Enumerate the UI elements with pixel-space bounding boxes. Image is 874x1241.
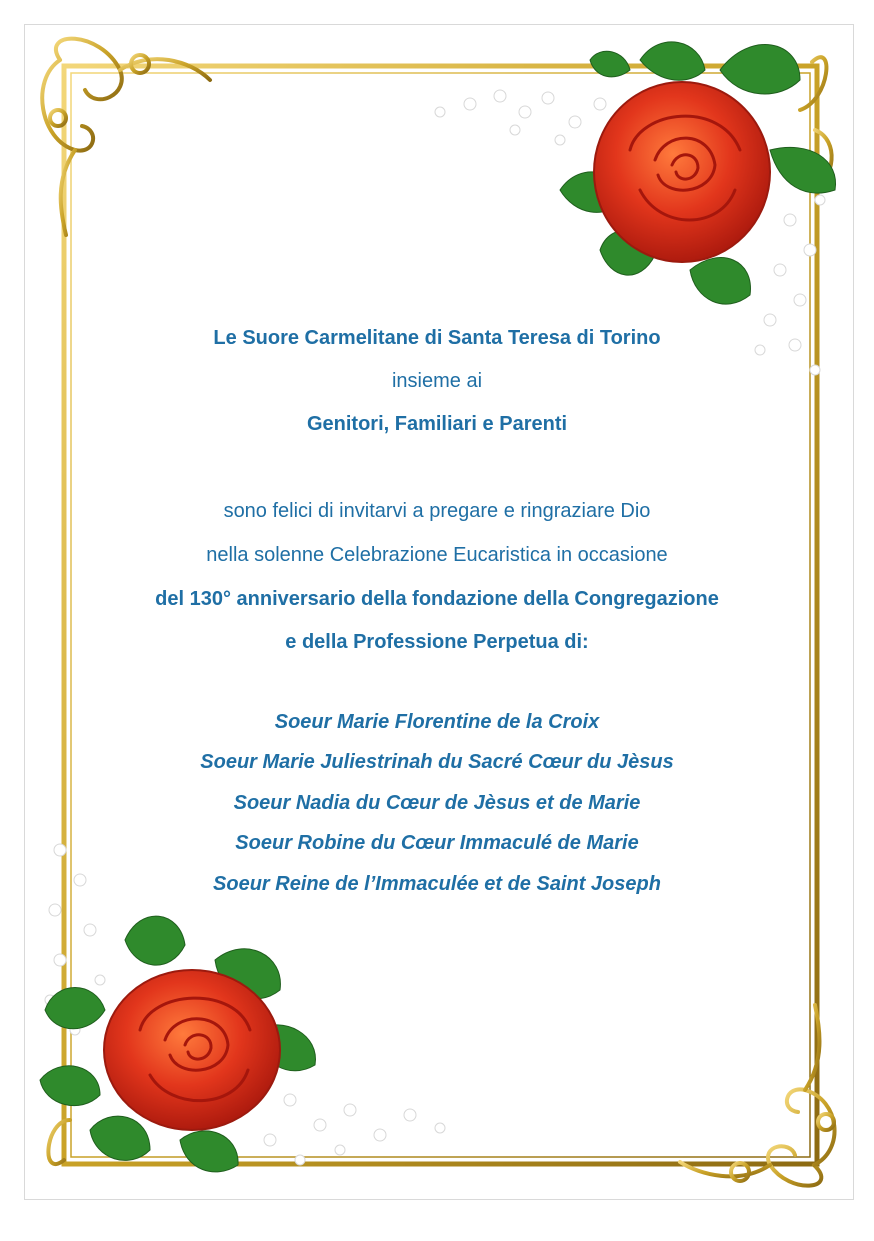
occasion-line-2: e della Professione Perpetua di:: [285, 631, 589, 653]
sister-name: Soeur Marie Florentine de la Croix: [274, 711, 600, 733]
sister-name: Soeur Reine de l’Immaculée et de Saint Joseph: [213, 873, 661, 895]
corner-scroll-bottom-right: [680, 1005, 835, 1186]
families-line: Genitori, Familiari e Parenti: [306, 413, 568, 435]
sister-name: Soeur Nadia du Cœur de Jèsus et de Marie: [233, 792, 641, 814]
occasion-line-1: del 130° anniversario della fondazione della Congregazione: [155, 588, 719, 610]
body-line-2: nella solenne Celebrazione Eucaristica in occasione: [206, 544, 668, 566]
body-line-1: sono felici di invitarvi a pregare e ringraziare Dio: [223, 500, 651, 522]
host-line: Le Suore Carmelitane di Santa Teresa di Torino: [213, 327, 661, 349]
corner-scroll-bottom-left: [48, 1120, 70, 1164]
sister-name: Soeur Robine du Cœur Immaculé de Marie: [235, 832, 639, 854]
together-line: insieme ai: [391, 370, 483, 392]
sister-name: Soeur Marie Juliestrinah du Sacré Cœur du Jèsus: [200, 751, 674, 773]
